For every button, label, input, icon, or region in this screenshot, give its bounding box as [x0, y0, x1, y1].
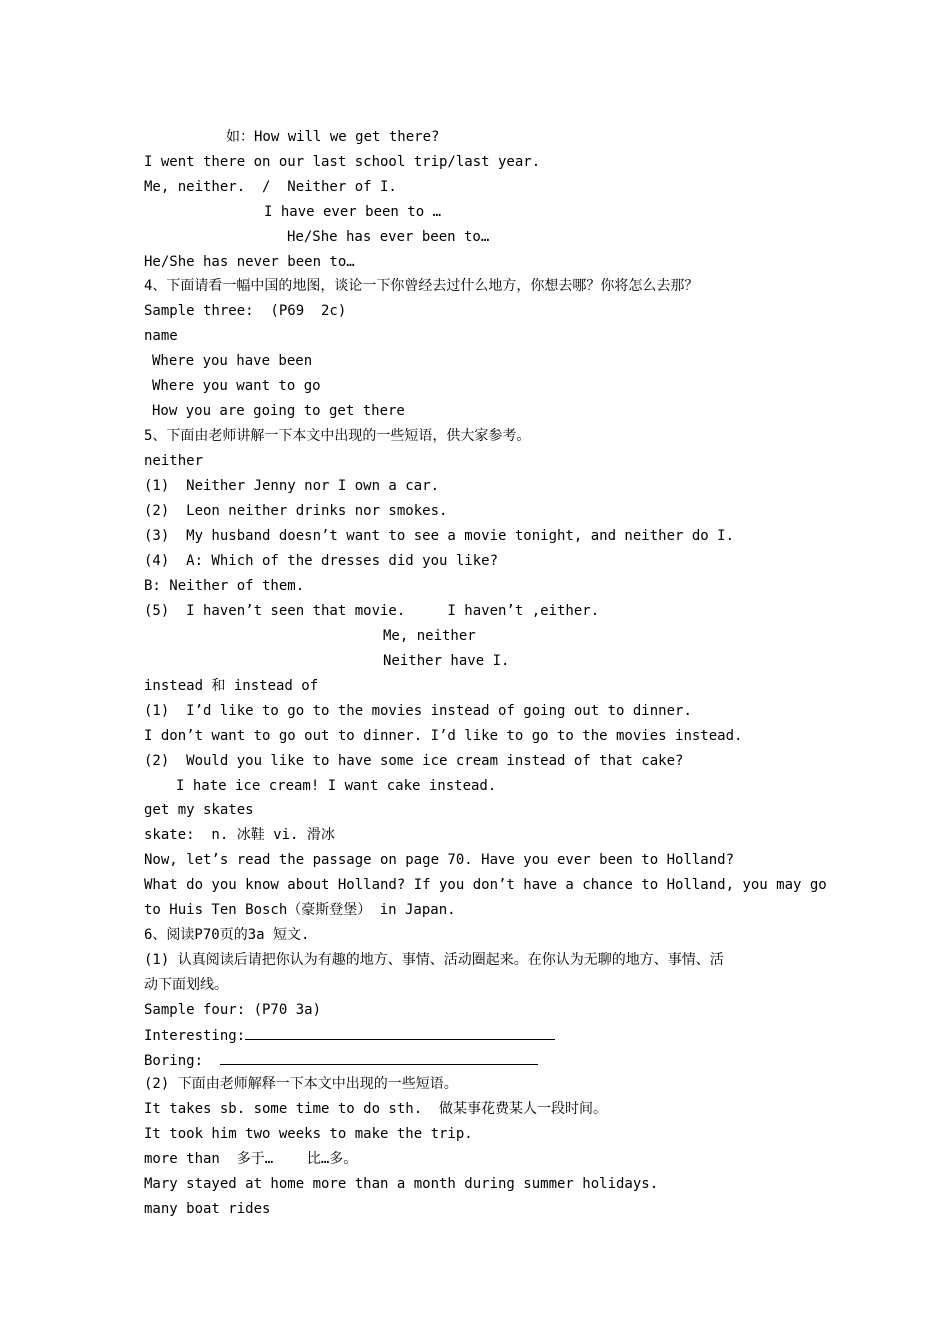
text-line: (2) Leon neither drinks nor smokes. [144, 503, 448, 519]
text-line: He/She has ever been to… [287, 229, 490, 245]
text-line: name [144, 328, 178, 344]
text-line: Sample three: (P69 2c) [144, 303, 347, 319]
text-line: get my skates [144, 802, 254, 818]
boring-line [144, 1048, 538, 1072]
text-line: Mary stayed at home more than a month during summer holidays. [144, 1176, 659, 1192]
text-line: I went there on our last school trip/last year. [144, 154, 541, 170]
interesting-line [144, 1023, 555, 1047]
section-heading: 4、下面请看一幅中国的地图，谈论一下你曾经去过什么地方，你想去哪？你将怎么去那？ [144, 278, 699, 294]
text-line: How you are going to get there [152, 403, 405, 419]
text-line: What do you know about Holland? If you don’t have a chance to Holland, you may go [144, 877, 827, 893]
text-line: 如：How will we get there? [226, 129, 440, 145]
text-line: (1) I’d like to go to the movies instead of going out to dinner. [144, 703, 692, 719]
text-line: to Huis Ten Bosch（豪斯登堡） in Japan. [144, 902, 456, 918]
text-line: He/She has never been to… [144, 254, 355, 270]
section-heading: 5、下面由老师讲解一下本文中出现的一些短语，供大家参考。 [144, 428, 531, 444]
text-line: (1) 认真阅读后请把你认为有趣的地方、事情、活动圈起来。在你认为无聊的地方、事情、活 [144, 952, 724, 968]
text-line: It took him two weeks to make the trip. [144, 1126, 473, 1142]
text-line: B: Neither of them. [144, 578, 305, 594]
text-line: It takes sb. some time to do sth. 做某事花费某人一段时间。 [144, 1101, 608, 1117]
text-line: neither [144, 453, 204, 469]
text-line: Where you have been [152, 353, 313, 369]
text-line: I hate ice cream! I want cake instead. [176, 778, 497, 794]
text-line: (5) I haven’t seen that movie. I haven’t ,either. [144, 603, 600, 619]
text-line: more than 多于… 比…多。 [144, 1151, 358, 1167]
text-line: 动下面划线。 [144, 977, 228, 993]
text-line: Me, neither. / Neither of I. [144, 179, 397, 195]
interesting-blank [245, 1023, 555, 1040]
boring-blank [220, 1048, 538, 1065]
text-line: Me, neither [383, 628, 476, 644]
text-line: (3) My husband doesn’t want to see a movie tonight, and neither do I. [144, 528, 735, 544]
boring-label: Boring: [144, 1053, 220, 1069]
text-line: Neither have I. [383, 653, 510, 669]
text-line: (4) A: Which of the dresses did you like? [144, 553, 499, 569]
text-line: (1) Neither Jenny nor I own a car. [144, 478, 440, 494]
interesting-label: Interesting: [144, 1028, 246, 1044]
text-line: I don’t want to go out to dinner. I’d like to go to the movies instead. [144, 728, 743, 744]
text-line: Now, let’s read the passage on page 70. Have you ever been to Holland? [144, 852, 735, 868]
text-line: many boat rides [144, 1201, 271, 1217]
text-line: I have ever been to … [264, 204, 442, 220]
text-line: Where you want to go [152, 378, 321, 394]
text-line: instead 和 instead of [144, 678, 319, 694]
text-line: skate: n. 冰鞋 vi. 滑冰 [144, 827, 335, 843]
text-line: (2) Would you like to have some ice cream instead of that cake? [144, 753, 684, 769]
section-heading: 6、阅读P70页的3a 短文. [144, 927, 310, 943]
text-line: (2) 下面由老师解释一下本文中出现的一些短语。 [144, 1076, 458, 1092]
text-line: Sample four: (P70 3a) [144, 1002, 322, 1018]
